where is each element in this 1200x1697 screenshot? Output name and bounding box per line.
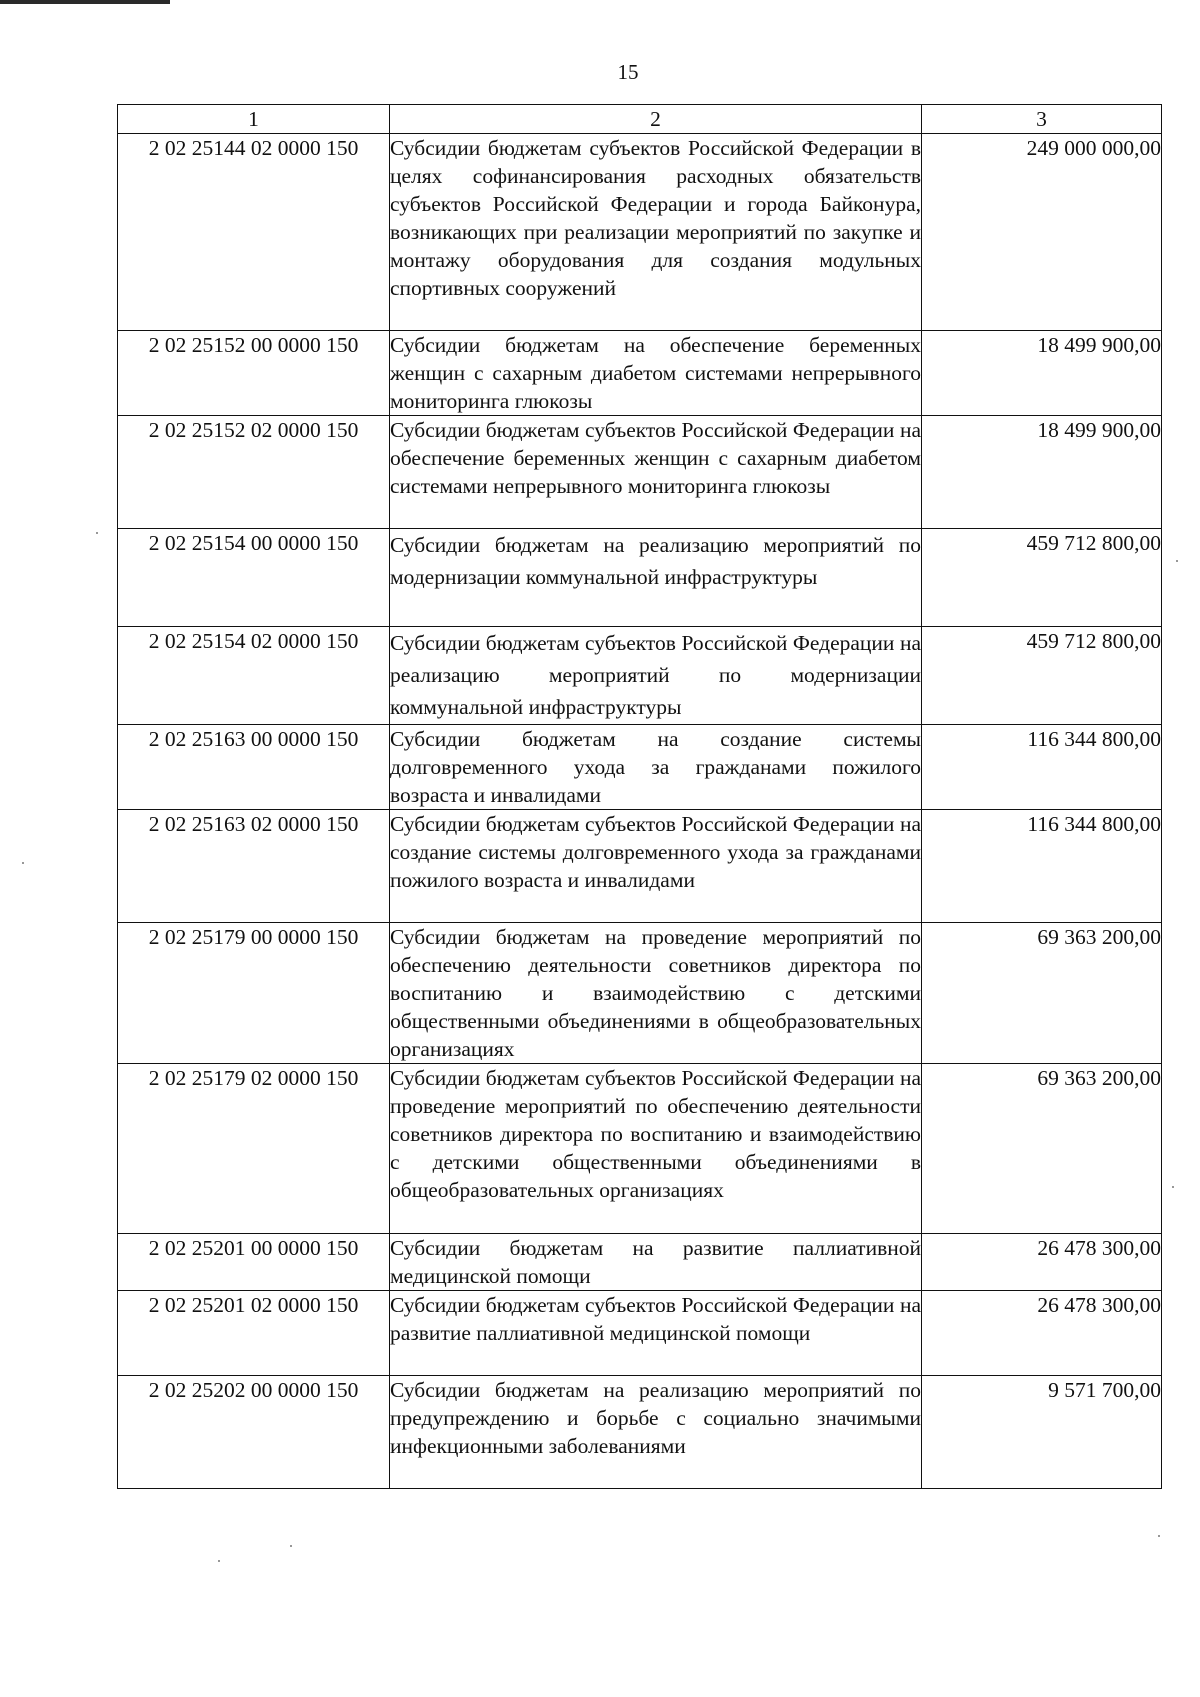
item-amount: 69 363 200,00 [922,923,1162,1064]
scan-speck [218,1560,220,1562]
table-row [118,810,1162,923]
item-amount: 459 712 800,00 [922,529,1162,627]
budget-code: 2 02 25179 00 0000 150 [118,923,390,1064]
scan-speck [1176,560,1178,562]
item-amount: 26 478 300,00 [922,1291,1162,1376]
item-amount: 18 499 900,00 [922,416,1162,529]
column-header-name: 2 [390,105,922,134]
scan-speck [22,862,24,864]
item-description: Субсидии бюджетам на проведение мероприятий по обеспечению деятельности советников директора по воспитанию и взаимодействию с детскими общественными объединениями в общеобразовательных организациях [390,923,922,1064]
scan-edge-mark [0,0,170,4]
table-row [118,529,1162,627]
item-description: Субсидии бюджетам на создание системы долговременного ухода за гражданами пожилого возраста и инвалидами [390,725,922,810]
budget-code: 2 02 25202 00 0000 150 [118,1376,390,1489]
budget-code: 2 02 25152 00 0000 150 [118,331,390,416]
item-description: Субсидии бюджетам субъектов Российской Федерации в целях софинансирования расходных обязательств субъектов Российской Федерации и города Байконура, возникающих при реализации мероприятий по закупке и монтажу оборудования для создания модульных спортивных сооружений [390,134,922,331]
column-header-amount: 3 [922,105,1162,134]
item-description: Субсидии бюджетам субъектов Российской Федерации на реализацию мероприятий по модернизации коммунальной инфраструктуры [390,627,922,725]
column-header-code: 1 [118,105,390,134]
item-amount: 116 344 800,00 [922,725,1162,810]
scan-speck [1158,1535,1160,1537]
item-amount: 116 344 800,00 [922,810,1162,923]
budget-code: 2 02 25163 00 0000 150 [118,725,390,810]
budget-code: 2 02 25144 02 0000 150 [118,134,390,331]
item-amount: 9 571 700,00 [922,1376,1162,1489]
scan-speck [96,532,98,534]
table-row [118,1064,1162,1234]
scan-speck [1172,1186,1174,1188]
budget-code: 2 02 25179 02 0000 150 [118,1064,390,1234]
table-row [118,725,1162,810]
table-row [118,1291,1162,1376]
item-description: Субсидии бюджетам субъектов Российской Федерации на проведение мероприятий по обеспечению деятельности советников директора по воспитанию и взаимодействию с детскими общественными объединениями в общеобразовательных организациях [390,1064,922,1234]
item-description: Субсидии бюджетам субъектов Российской Федерации на развитие паллиативной медицинской помощи [390,1291,922,1376]
item-amount: 26 478 300,00 [922,1234,1162,1291]
item-description: Субсидии бюджетам субъектов Российской Федерации на обеспечение беременных женщин с сахарным диабетом системами непрерывного мониторинга глюкозы [390,416,922,529]
budget-code: 2 02 25152 02 0000 150 [118,416,390,529]
budget-table [117,104,1162,1489]
item-amount: 18 499 900,00 [922,331,1162,416]
budget-code: 2 02 25201 02 0000 150 [118,1291,390,1376]
item-description: Субсидии бюджетам на реализацию мероприятий по предупреждению и борьбе с социально значимыми инфекционными заболеваниями [390,1376,922,1489]
budget-code: 2 02 25154 00 0000 150 [118,529,390,627]
table-row [118,1376,1162,1489]
item-description: Субсидии бюджетам на развитие паллиативной медицинской помощи [390,1234,922,1291]
table-row [118,923,1162,1064]
item-description: Субсидии бюджетам на обеспечение беременных женщин с сахарным диабетом системами непрерывного мониторинга глюкозы [390,331,922,416]
item-amount: 459 712 800,00 [922,627,1162,725]
budget-code: 2 02 25163 02 0000 150 [118,810,390,923]
table-row [118,416,1162,529]
item-description: Субсидии бюджетам субъектов Российской Федерации на создание системы долговременного ухода за гражданами пожилого возраста и инвалидами [390,810,922,923]
table-row [118,1234,1162,1291]
item-description: Субсидии бюджетам на реализацию мероприятий по модернизации коммунальной инфраструктуры [390,529,922,627]
table-row [118,134,1162,331]
scan-speck [290,1545,292,1547]
page-number: 15 [617,60,639,84]
budget-code: 2 02 25154 02 0000 150 [118,627,390,725]
budget-code: 2 02 25201 00 0000 150 [118,1234,390,1291]
item-amount: 249 000 000,00 [922,134,1162,331]
item-amount: 69 363 200,00 [922,1064,1162,1234]
table-row [118,627,1162,725]
table-row [118,331,1162,416]
table-header-row [118,105,1162,134]
